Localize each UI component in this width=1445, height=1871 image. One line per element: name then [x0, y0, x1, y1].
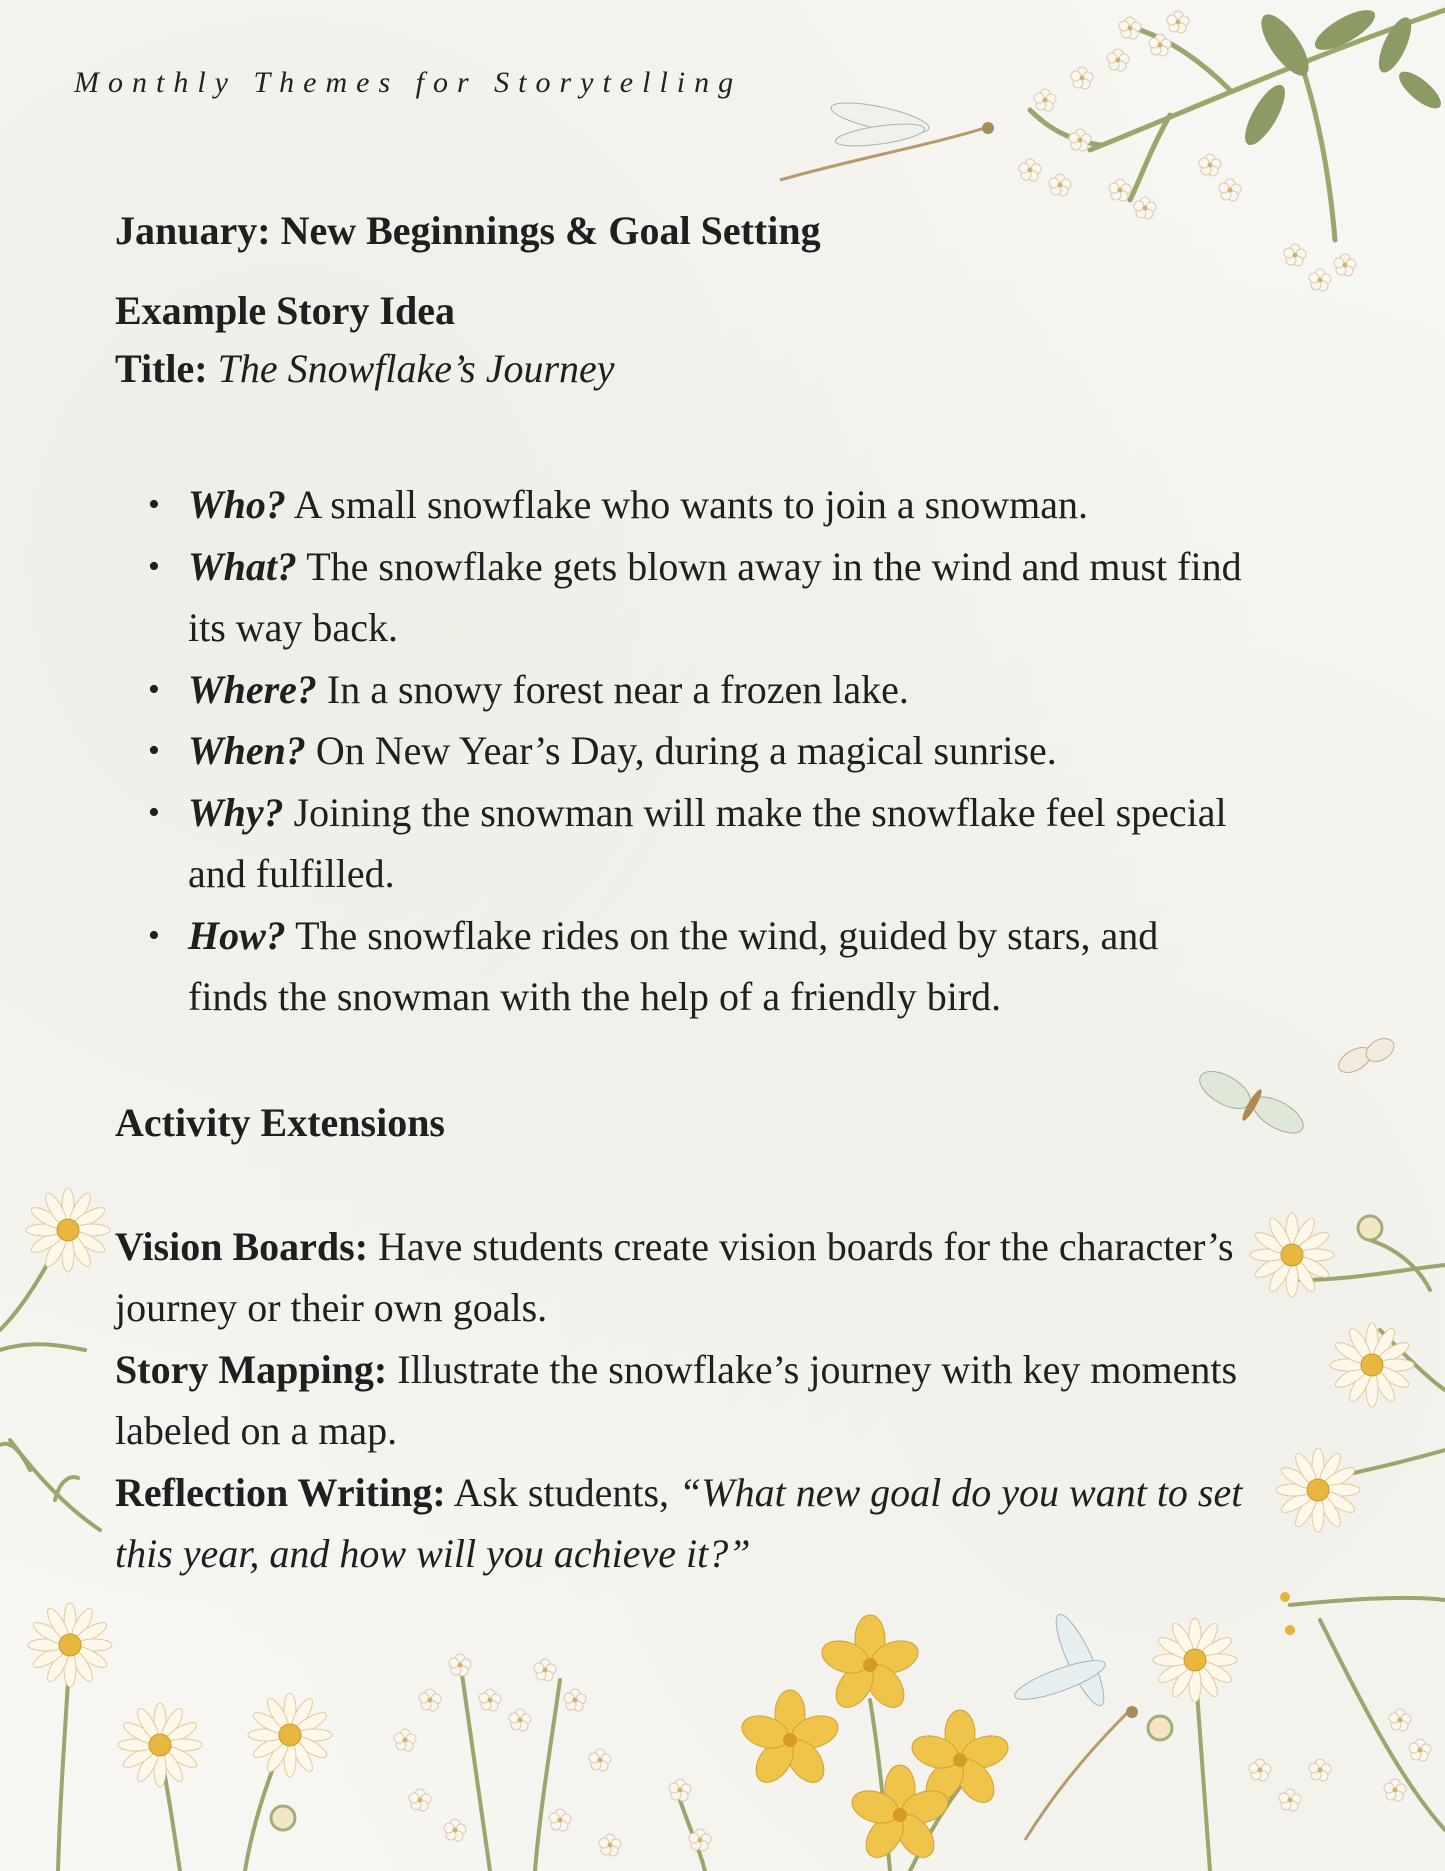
activity-label: Reflection Writing: [115, 1469, 446, 1515]
story-heading: Example Story Idea [115, 288, 455, 333]
activity-text: Have students create vision boards for the character’s journey or their own goals. [115, 1223, 1234, 1330]
list-item [188, 905, 1248, 1028]
activity-quote: “What new goal do you want to set this year, and how will you achieve it?” [115, 1469, 1243, 1576]
question-label: What? [188, 543, 297, 589]
question-answer: The snowflake gets blown away in the wind and must find its way back. [188, 543, 1242, 650]
page-header: Monthly Themes for Storytelling [74, 66, 743, 99]
question-list [115, 474, 1248, 1028]
list-item [188, 536, 1248, 659]
month-heading: January: New Beginnings & Goal Setting [115, 208, 821, 253]
question-answer: Joining the snowman will make the snowflake feel special and fulfilled. [188, 789, 1227, 896]
list-item [188, 659, 1248, 721]
activity-text: Ask students, [445, 1469, 680, 1515]
activity-label: Vision Boards: [115, 1223, 369, 1269]
question-label: How? [188, 912, 286, 958]
title-value: The Snowflake’s Journey [217, 346, 615, 391]
activity-label: Story Mapping: [115, 1346, 388, 1392]
question-label: When? [188, 728, 306, 773]
title-label: Title: [115, 346, 208, 391]
question-label: Who? [188, 482, 286, 527]
question-answer: The snowflake rides on the wind, guided by stars, and finds the snowman with the help of a friendly bird. [188, 912, 1159, 1019]
activity-list [115, 1216, 1255, 1585]
activity-item [115, 1216, 1255, 1339]
question-answer: In a snowy forest near a frozen lake. [316, 666, 909, 712]
activity-item [115, 1462, 1255, 1585]
activity-item [115, 1339, 1255, 1462]
question-answer: A small snowflake who wants to join a snowman. [285, 482, 1088, 527]
list-item [188, 782, 1248, 905]
list-item [188, 720, 1248, 782]
list-item [188, 474, 1248, 536]
content [115, 202, 1315, 1585]
question-label: Why? [188, 789, 284, 835]
activity-text: Illustrate the snowflake’s journey with key moments labeled on a map. [115, 1346, 1238, 1453]
story-title [115, 340, 1315, 398]
question-label: Where? [188, 666, 317, 712]
question-answer: On New Year’s Day, during a magical sunrise. [305, 728, 1057, 773]
activities-heading: Activity Extensions [115, 1099, 445, 1145]
